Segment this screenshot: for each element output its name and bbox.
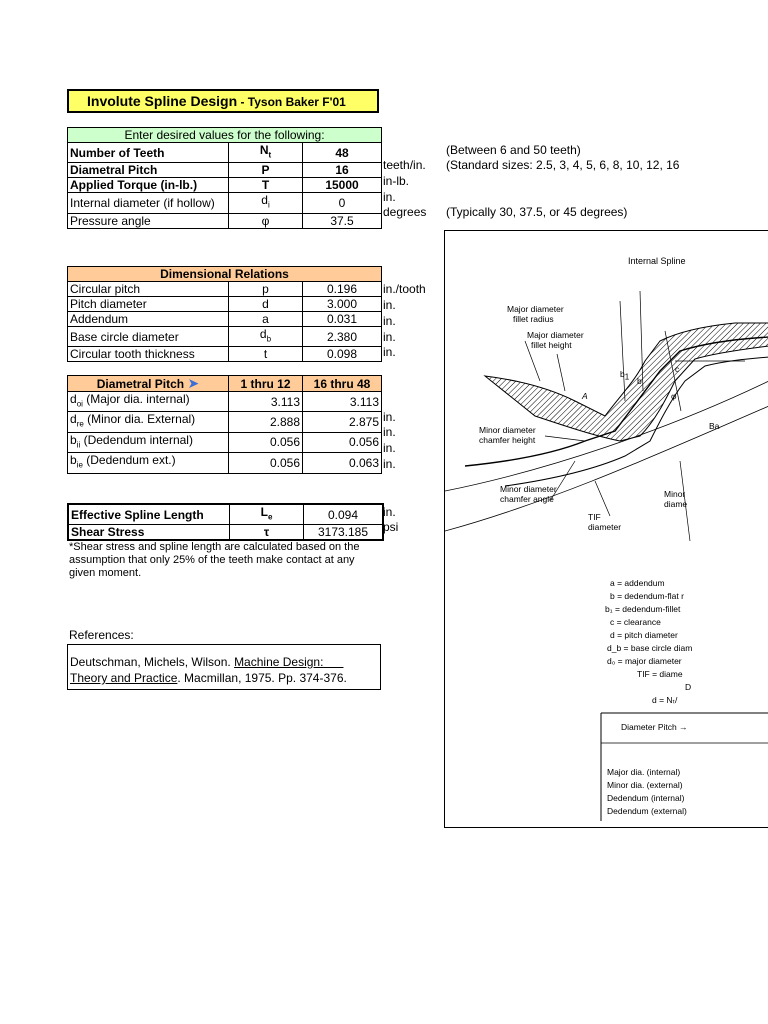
fig-label: Minor diameter chamfer angle <box>500 484 557 504</box>
dp-label: $b_{ii}$ (Dedendum internal) <box>68 432 229 452</box>
dim-unit: in. <box>383 298 396 312</box>
input-value-pitch[interactable]: 16 <box>303 163 382 178</box>
dim-label: Addendum <box>68 312 229 327</box>
diametral-header: Diametral Pitch ➤ <box>68 376 229 392</box>
dp-value: 0.063 <box>303 453 382 473</box>
fig-table-row: Dedendum (internal) <box>607 793 685 803</box>
results-table <box>67 503 384 541</box>
input-value-pressure-angle[interactable]: 37.5 <box>303 213 382 228</box>
input-symbol: $d_i$ <box>229 193 303 213</box>
inputs-table <box>67 127 382 229</box>
dp-row <box>68 432 382 452</box>
fig-label: Ba <box>709 421 720 431</box>
dim-value: 0.098 <box>303 347 382 362</box>
diametral-pitch-table <box>67 375 382 474</box>
unit-degrees: degrees <box>383 205 427 219</box>
dim-symbol: $d_b$ <box>229 327 303 347</box>
result-symbol: $L_e$ <box>230 504 304 525</box>
dim-value: 0.196 <box>303 282 382 297</box>
input-value-torque[interactable]: 15000 <box>303 178 382 193</box>
fig-label: Minor diameter chamfer height <box>479 425 536 445</box>
input-label: Pressure angle <box>68 213 229 228</box>
dim-unit: in./tooth <box>383 282 426 296</box>
result-value-length: 0.094 <box>304 504 384 525</box>
fig-table-row: Major dia. (internal) <box>607 767 681 777</box>
ref-book-title-2: Theory and Practice <box>70 671 178 685</box>
dp-label: $d_{oi}$ (Major dia. internal) <box>68 392 229 412</box>
ref-book-title-1: Machine Design: <box>234 655 324 669</box>
dp-value: 0.056 <box>229 453 303 473</box>
input-row-pressure-angle <box>68 213 382 228</box>
result-label: Effective Spline Length <box>68 504 230 525</box>
sheet-title <box>67 89 379 113</box>
dim-unit: in. <box>383 314 396 328</box>
fig-label: c <box>675 364 680 374</box>
result-value-shear: 3173.185 <box>304 525 384 541</box>
unit-in: in. <box>383 190 396 204</box>
input-symbol: P <box>229 163 303 178</box>
input-label: Applied Torque (in-lb.) <box>68 178 229 193</box>
fig-legend-item: d₀ = major diameter <box>607 656 682 666</box>
dim-row <box>68 312 382 327</box>
ref-publisher: . Macmillan, 1975. Pp. 374-376. <box>177 671 347 685</box>
input-value-internal-diameter[interactable]: 0 <box>303 193 382 213</box>
dp-row <box>68 453 382 473</box>
input-symbol: φ <box>229 213 303 228</box>
input-row-internal-diameter <box>68 193 382 213</box>
dp-row <box>68 392 382 412</box>
unit-in-lb: in-lb. <box>383 174 410 188</box>
range-16-48: 16 thru 48 <box>303 376 382 392</box>
input-label: Diametral Pitch <box>68 163 229 178</box>
footnote: *Shear stress and spline length are calculated based on the assumption that only 25% of the teeth make contact at any given moment. <box>69 541 360 579</box>
fig-table-header: Diameter Pitch → <box>621 722 688 732</box>
input-value-teeth[interactable]: 48 <box>303 143 382 163</box>
range-1-12: 1 thru 12 <box>229 376 303 392</box>
input-symbol: $N_t$ <box>229 143 303 163</box>
result-row-length <box>68 504 383 525</box>
references-label: References: <box>69 628 134 642</box>
unit-teeth-per-in: teeth/in. <box>383 158 426 172</box>
arrow-right-icon: ➤ <box>187 375 200 391</box>
dimensional-table <box>67 266 382 362</box>
fig-legend-item: d_b = base circle diam <box>607 643 693 653</box>
fig-legend-item: D <box>685 682 692 692</box>
reference-box <box>67 644 381 690</box>
input-row-pitch <box>68 163 382 178</box>
result-unit: in. <box>383 505 396 519</box>
result-symbol: τ <box>230 525 304 541</box>
fig-legend-item: d = pitch diameter <box>610 630 678 640</box>
dim-label: Circular tooth thickness <box>68 347 229 362</box>
fig-label: φ <box>671 391 677 401</box>
dp-unit: in. <box>383 410 396 424</box>
dim-symbol: p <box>229 282 303 297</box>
title-author: - Tyson Baker F'01 <box>237 95 346 109</box>
input-label: Internal diameter (if hollow) <box>68 193 229 213</box>
result-label: Shear Stress <box>68 525 230 541</box>
title-main: Involute Spline Design <box>87 93 238 109</box>
fig-legend-item: a = addendum <box>610 578 665 588</box>
dim-symbol: a <box>229 312 303 327</box>
dp-unit: in. <box>383 425 396 439</box>
fig-legend-item: c = clearance <box>610 617 661 627</box>
fig-label: Major diameter fillet radius <box>507 304 564 324</box>
dim-label: Pitch diameter <box>68 297 229 312</box>
fig-label: b <box>637 376 642 386</box>
fig-label: b1 <box>620 369 630 382</box>
fig-label: Minor diame <box>664 489 688 509</box>
dim-unit: in. <box>383 345 396 359</box>
dim-label: Circular pitch <box>68 282 229 297</box>
note-pressure-angle: (Typically 30, 37.5, or 45 degrees) <box>446 205 628 219</box>
dim-unit: in. <box>383 330 396 344</box>
fig-label: Major diameter fillet height <box>527 330 584 350</box>
spline-figure <box>444 230 768 828</box>
fig-legend-item: d = Nₜ/ <box>652 695 678 705</box>
dp-value: 0.056 <box>303 432 382 452</box>
input-label: Number of Teeth <box>68 143 229 163</box>
dp-value: 2.888 <box>229 412 303 432</box>
dp-value: 0.056 <box>229 432 303 452</box>
input-symbol: T <box>229 178 303 193</box>
fig-label: A <box>582 391 588 401</box>
dp-row <box>68 412 382 432</box>
dim-row <box>68 282 382 297</box>
fig-table-row: Dedendum (external) <box>607 806 687 816</box>
dim-value: 2.380 <box>303 327 382 347</box>
dp-label: $d_{re}$ (Minor dia. External) <box>68 412 229 432</box>
inputs-header: Enter desired values for the following: <box>68 128 382 143</box>
dp-unit: in. <box>383 441 396 455</box>
dp-value: 2.875 <box>303 412 382 432</box>
dimensional-header: Dimensional Relations <box>68 267 382 282</box>
dim-row <box>68 297 382 312</box>
dp-label: $b_{ie}$ (Dedendum ext.) <box>68 453 229 473</box>
note-standard-sizes: (Standard sizes: 2.5, 3, 4, 5, 6, 8, 10, 12, 16 <box>446 158 680 172</box>
result-unit: psi <box>383 520 399 534</box>
dim-symbol: d <box>229 297 303 312</box>
dp-value: 3.113 <box>229 392 303 412</box>
dim-value: 3.000 <box>303 297 382 312</box>
dim-row <box>68 327 382 347</box>
dp-value: 3.113 <box>303 392 382 412</box>
input-row-teeth <box>68 143 382 163</box>
dp-unit: in. <box>383 457 396 471</box>
fig-legend-item: TIF = diame <box>637 669 683 679</box>
result-row-shear <box>68 525 383 541</box>
input-row-torque <box>68 178 382 193</box>
fig-internal-spline-label: Internal Spline <box>628 256 686 266</box>
dim-row <box>68 347 382 362</box>
dim-value: 0.031 <box>303 312 382 327</box>
fig-table-row: Minor dia. (external) <box>607 780 683 790</box>
ref-authors: Deutschman, Michels, Wilson. <box>70 655 235 669</box>
dim-symbol: t <box>229 347 303 362</box>
fig-legend-item: b₁ = dedendum-fillet <box>605 604 681 614</box>
dim-label: Base circle diameter <box>68 327 229 347</box>
fig-legend-item: b = dedendum-flat r <box>610 591 684 601</box>
fig-label: TIF diameter <box>588 512 622 532</box>
note-teeth-range: (Between 6 and 50 teeth) <box>446 143 581 157</box>
